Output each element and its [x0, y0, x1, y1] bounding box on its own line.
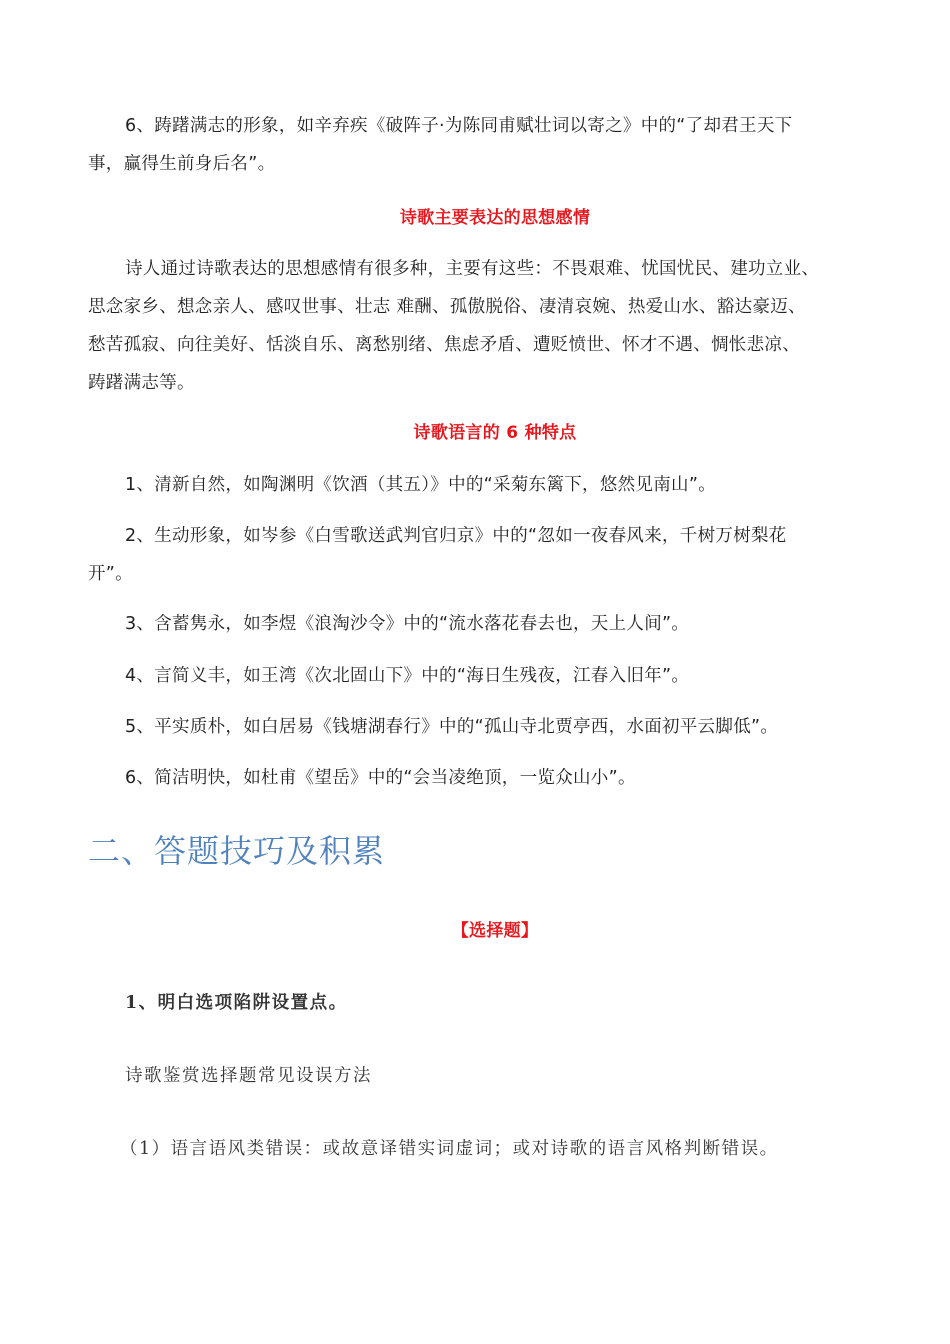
feature-item: 3、含蓄隽永，如李煜《浪淘沙令》中的“流水落花春去也，天上人间”。	[125, 614, 690, 634]
paragraph-line: 愁苦孤寂、向往美好、恬淡自乐、离愁别绪、焦虑矛盾、遭贬愤世、怀才不遇、惆怅悲凉、	[88, 335, 800, 355]
paragraph-line: 6、踌躇满志的形象，如辛弃疾《破阵子·为陈同甫赋壮词以寄之》中的“了却君王天下	[125, 116, 793, 136]
section-heading-language: 诗歌语言的 6 种特点	[413, 423, 577, 443]
method-item: （1）语言语风类错误：或故意译错实词虚词；或对诗歌的语言风格判断错误。	[120, 1139, 779, 1159]
feature-item-continued: 开”。	[88, 564, 133, 584]
feature-item: 1、清新自然，如陶渊明《饮酒（其五）》中的“采菊东篱下，悠然见南山”。	[125, 475, 717, 495]
feature-item: 5、平实质朴，如白居易《钱塘湖春行》中的“孤山寺北贾亭西，水面初平云脚低”。	[125, 717, 779, 737]
feature-item: 2、生动形象，如岑参《白雪歌送武判官归京》中的“忽如一夜春风来，千树万树梨花	[125, 526, 787, 546]
section-title: 二、答题技巧及积累	[88, 832, 386, 870]
paragraph-line: 事，赢得生前身后名”。	[88, 154, 276, 174]
feature-item: 4、言简义丰，如王湾《次北固山下》中的“海日生残夜，江春入旧年”。	[125, 666, 690, 686]
paragraph-line: 诗人通过诗歌表达的思想感情有很多种，主要有这些：不畏艰难、忧国忧民、建功立业、	[125, 259, 820, 279]
paragraph-line: 踌躇满志等。	[88, 373, 195, 393]
section-heading-emotions: 诗歌主要表达的思想感情	[399, 208, 591, 228]
paragraph-line: 思念家乡、想念亲人、感叹世事、壮志 难酬、孤傲脱俗、凄清哀婉、热爱山水、豁达豪迈、	[88, 297, 806, 317]
methods-title: 诗歌鉴赏选择题常见设误方法	[125, 1066, 372, 1086]
point-heading: 1、明白选项陷阱设置点。	[125, 993, 348, 1013]
feature-item: 6、简洁明快，如杜甫《望岳》中的“会当凌绝顶，一览众山小”。	[125, 768, 636, 788]
choice-heading: 【选择题】	[451, 921, 539, 941]
